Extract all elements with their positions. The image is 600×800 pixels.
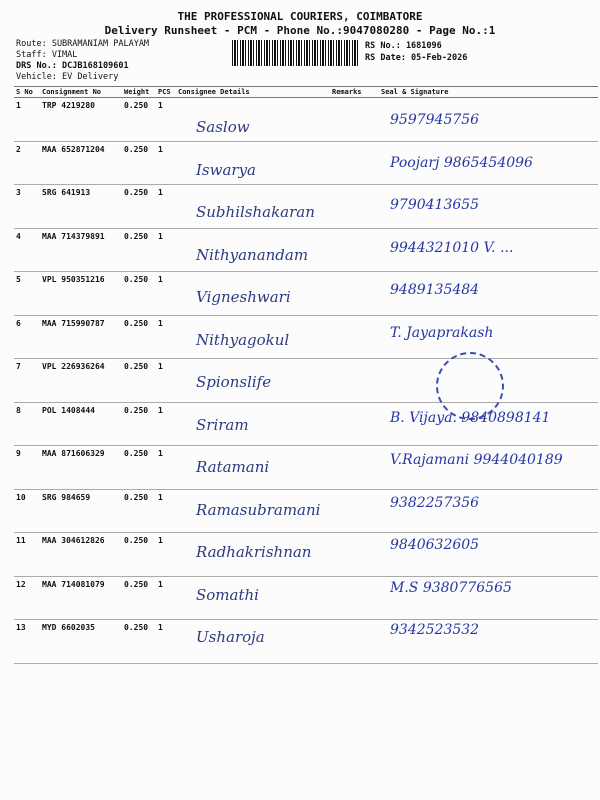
handwritten-signature: B. Vijaya. 9840898141 bbox=[390, 409, 551, 426]
cell-weight: 0.250 bbox=[122, 576, 156, 620]
cell-pcs: 1 bbox=[156, 620, 176, 664]
col-header: Consignment No bbox=[40, 87, 122, 98]
cell-weight: 0.250 bbox=[122, 620, 156, 664]
table-row bbox=[14, 98, 598, 142]
cell-sno: 12 bbox=[14, 576, 40, 620]
cell-consignment: TRP 4219280 bbox=[40, 98, 122, 142]
cell-pcs: 1 bbox=[156, 185, 176, 229]
handwritten-signature: 9489135484 bbox=[390, 282, 480, 298]
handwritten-consignee: Iswarya bbox=[196, 160, 256, 179]
cell-consignment: MAA 304612826 bbox=[40, 533, 122, 577]
cell-blank bbox=[330, 489, 379, 533]
cell-pcs: 1 bbox=[156, 359, 176, 403]
cell-sno: 5 bbox=[14, 272, 40, 316]
cell-consignment: MAA 714379891 bbox=[40, 228, 122, 272]
cell-sno: 7 bbox=[14, 359, 40, 403]
cell-consignment: MAA 652871204 bbox=[40, 141, 122, 185]
cell-pcs: 1 bbox=[156, 402, 176, 446]
handwritten-consignee: Saslow bbox=[196, 118, 250, 136]
staff-label: Staff: VIMAL bbox=[16, 50, 78, 60]
col-header: Remarks bbox=[330, 87, 379, 98]
runsheet-table bbox=[14, 86, 598, 664]
cell-blank bbox=[330, 98, 379, 142]
cell-sno: 1 bbox=[14, 98, 40, 142]
cell-sno: 4 bbox=[14, 228, 40, 272]
cell-consignment: POL 1408444 bbox=[40, 402, 122, 446]
table-header bbox=[14, 87, 598, 98]
cell-blank bbox=[330, 141, 379, 185]
handwritten-consignee: Ramasubramani bbox=[196, 500, 321, 519]
cell-weight: 0.250 bbox=[122, 185, 156, 229]
table-row bbox=[14, 272, 598, 316]
cell-consignment: VPL 226936264 bbox=[40, 359, 122, 403]
handwritten-consignee: Nithyanandam bbox=[196, 245, 309, 264]
col-header: PCS bbox=[156, 87, 176, 98]
cell-blank bbox=[330, 576, 379, 620]
cell-blank bbox=[330, 446, 379, 490]
cell-pcs: 1 bbox=[156, 489, 176, 533]
cell-consignment: MAA 871606329 bbox=[40, 446, 122, 490]
handwritten-consignee: Somathi bbox=[196, 585, 259, 604]
cell-weight: 0.250 bbox=[122, 98, 156, 142]
cell-blank bbox=[330, 272, 379, 316]
cell-consignment: SRG 984659 bbox=[40, 489, 122, 533]
cell-weight: 0.250 bbox=[122, 272, 156, 316]
cell-pcs: 1 bbox=[156, 141, 176, 185]
rs-number: RS No.: 1681096 bbox=[365, 41, 442, 51]
handwritten-consignee: Usharoja bbox=[196, 628, 265, 646]
handwritten-signature: Poojarj 9865454096 bbox=[390, 154, 533, 171]
col-header: Weight bbox=[122, 87, 156, 98]
cell-pcs: 1 bbox=[156, 533, 176, 577]
cell-blank bbox=[330, 620, 379, 664]
col-header: Seal & Signature bbox=[379, 87, 598, 98]
cell-consignment: SRG 641913 bbox=[40, 185, 122, 229]
cell-weight: 0.250 bbox=[122, 489, 156, 533]
barcode bbox=[232, 40, 360, 66]
cell-sno: 9 bbox=[14, 446, 40, 490]
handwritten-signature: 9840632605 bbox=[390, 537, 480, 553]
handwritten-consignee: Subhilshakaran bbox=[196, 203, 315, 221]
handwritten-signature: 9597945756 bbox=[390, 112, 480, 128]
cell-pcs: 1 bbox=[156, 576, 176, 620]
handwritten-signature: M.S 9380776565 bbox=[390, 579, 512, 596]
handwritten-signature: 9342523532 bbox=[390, 622, 480, 638]
handwritten-signature: T. Jayaprakash bbox=[390, 324, 494, 341]
cell-weight: 0.250 bbox=[122, 228, 156, 272]
cell-consignment: MYD 6602035 bbox=[40, 620, 122, 664]
cell-pcs: 1 bbox=[156, 98, 176, 142]
cell-pcs: 1 bbox=[156, 272, 176, 316]
route-label: Route: SUBRAMANIAM PALAYAM bbox=[16, 39, 150, 49]
cell-pcs: 1 bbox=[156, 228, 176, 272]
handwritten-consignee: Sriram bbox=[196, 415, 249, 434]
cell-weight: 0.250 bbox=[122, 446, 156, 490]
vehicle-label: Vehicle: EV Delivery bbox=[16, 72, 119, 82]
cell-consignment: MAA 715990787 bbox=[40, 315, 122, 359]
handwritten-signature: 9790413655 bbox=[390, 197, 480, 213]
runsheet-subtitle: Delivery Runsheet - PCM - Phone No.:9047080280 - Page No.:1 bbox=[104, 24, 496, 37]
drs-number: DRS No.: DCJB168109601 bbox=[16, 61, 129, 71]
cell-weight: 0.250 bbox=[122, 141, 156, 185]
rs-date: RS Date: 05-Feb-2026 bbox=[365, 53, 468, 63]
handwritten-consignee: Ratamani bbox=[196, 458, 270, 476]
cell-sno: 8 bbox=[14, 402, 40, 446]
cell-weight: 0.250 bbox=[122, 315, 156, 359]
cell-weight: 0.250 bbox=[122, 533, 156, 577]
cell-consignment: MAA 714081079 bbox=[40, 576, 122, 620]
handwritten-signature: V.Rajamani 9944040189 bbox=[390, 452, 563, 468]
document-title: THE PROFESSIONAL COURIERS, COIMBATORE bbox=[177, 10, 423, 23]
table-row bbox=[14, 620, 598, 664]
col-header: S No bbox=[14, 87, 40, 98]
col-header: Consignee Details bbox=[176, 87, 330, 98]
cell-weight: 0.250 bbox=[122, 402, 156, 446]
cell-sno: 3 bbox=[14, 185, 40, 229]
cell-sno: 11 bbox=[14, 533, 40, 577]
cell-blank bbox=[330, 185, 379, 229]
handwritten-signature: 9944321010 V. ... bbox=[390, 239, 514, 256]
cell-blank bbox=[330, 533, 379, 577]
cell-weight: 0.250 bbox=[122, 359, 156, 403]
cell-blank bbox=[330, 402, 379, 446]
handwritten-signature: 9382257356 bbox=[390, 494, 480, 511]
cell-blank bbox=[330, 359, 379, 403]
handwritten-consignee: Vigneshwari bbox=[196, 288, 291, 306]
handwritten-consignee: Radhakrishnan bbox=[196, 543, 312, 561]
cell-sno: 6 bbox=[14, 315, 40, 359]
cell-sno: 13 bbox=[14, 620, 40, 664]
cell-sno: 10 bbox=[14, 489, 40, 533]
cell-consignment: VPL 950351216 bbox=[40, 272, 122, 316]
table-row bbox=[14, 315, 598, 359]
handwritten-consignee: Spionslife bbox=[196, 373, 272, 391]
cell-pcs: 1 bbox=[156, 446, 176, 490]
cell-sno: 2 bbox=[14, 141, 40, 185]
cell-pcs: 1 bbox=[156, 315, 176, 359]
cell-blank bbox=[330, 228, 379, 272]
cell-blank bbox=[330, 315, 379, 359]
table-row bbox=[14, 359, 598, 403]
handwritten-consignee: Nithyagokul bbox=[196, 330, 290, 349]
